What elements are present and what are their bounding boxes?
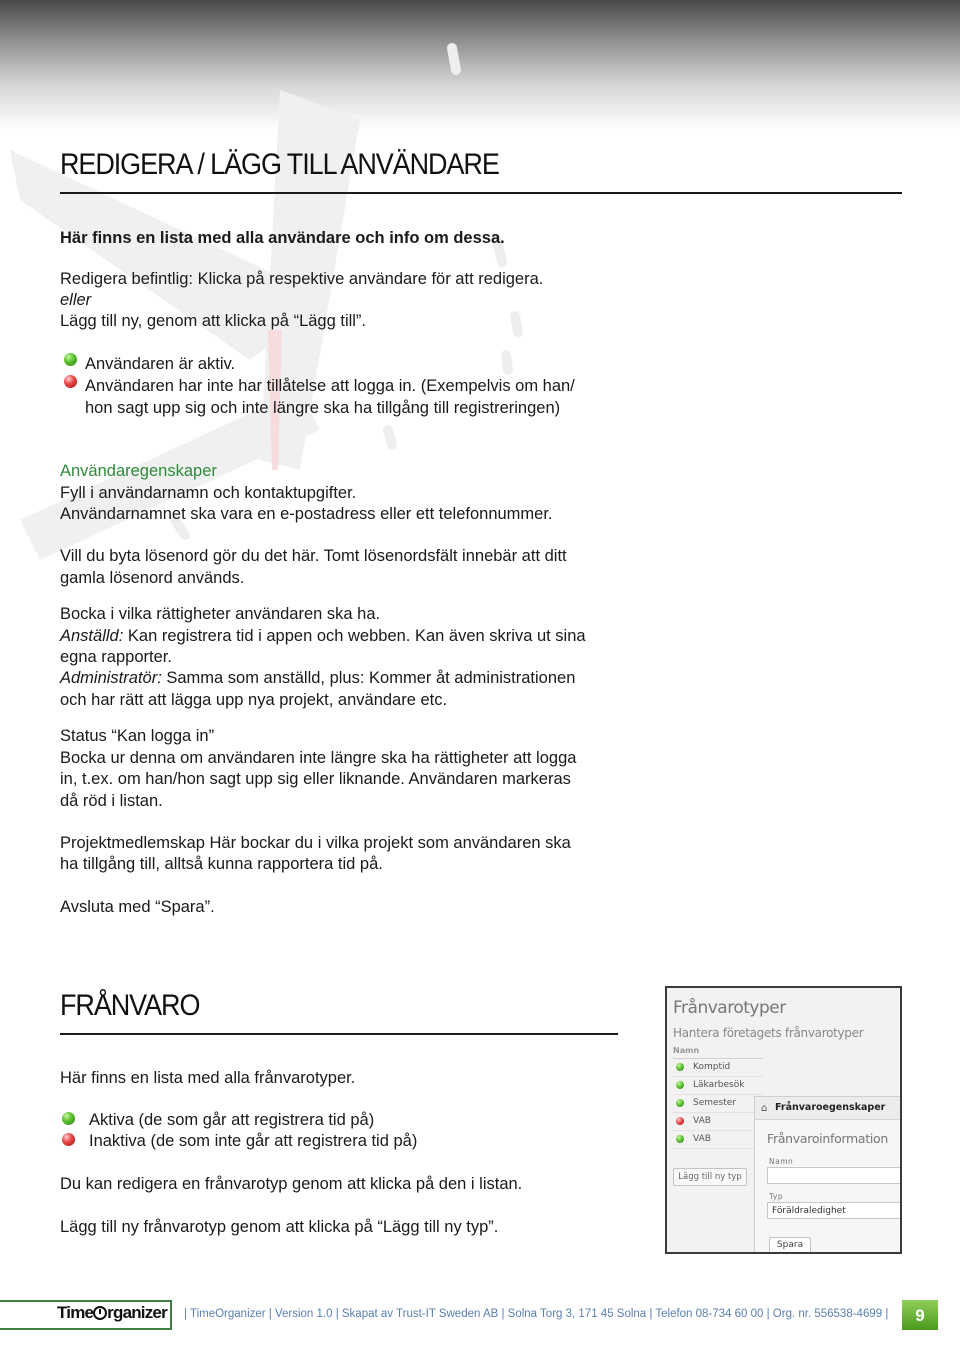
user-properties-heading: Användaregenskaper	[60, 462, 217, 480]
panel-header	[755, 1097, 902, 1120]
rights-admin	[60, 668, 575, 690]
status-inactive-text-1: Användaren har inte har tillåtelse att logga in. (Exempelvis om han/	[85, 377, 575, 395]
rights-employee	[60, 626, 586, 648]
absence-row-label: Komptid	[693, 1062, 731, 1072]
absence-inactive-text: Inaktiva (de som inte går att registrera tid på)	[89, 1132, 418, 1150]
absence-add-text: Lägg till ny frånvarotyp genom att klicka på “Lägg till ny typ”.	[60, 1218, 499, 1236]
absence-row[interactable]	[673, 1058, 763, 1077]
rights-employee-2: egna rapporter.	[60, 648, 172, 666]
clock-icon	[93, 1306, 107, 1320]
section-title-users: REDIGERA / LÄGG TILL ANVÄNDARE	[60, 148, 499, 181]
status-active-text: Användaren är aktiv.	[85, 355, 236, 373]
panel-subtitle: Frånvaroinformation	[767, 1131, 889, 1146]
project-membership-text-2: ha tillgång till, alltså kunna rapportera tid på.	[60, 855, 383, 873]
home-icon[interactable]: ⌂	[761, 1103, 768, 1114]
screenshot-subtitle: Hantera företagets frånvarotyper	[673, 1026, 864, 1040]
absence-active-text: Aktiva (de som går att registrera tid på)	[89, 1111, 375, 1129]
section-title-absence: FRÅNVARO	[60, 989, 200, 1022]
or-text: eller	[60, 291, 92, 309]
absence-active-icon	[62, 1112, 75, 1125]
active-status-icon	[676, 1063, 684, 1071]
timeorganizer-logo	[57, 1303, 167, 1323]
column-header-name: Namn	[673, 1044, 763, 1059]
absence-row-label: VAB	[693, 1134, 711, 1144]
name-field-label: Namn	[769, 1157, 794, 1166]
employee-description: Kan registrera tid i appen och webben. Kan även skriva ut sina	[123, 627, 586, 645]
footer-info: | TimeOrganizer | Version 1.0 | Skapat av Trust-IT Sweden AB | Solna Torg 3, 171 45 Solna | Telefon 08-734 60 00 | Org. nr. 556538-4699 |	[184, 1308, 889, 1320]
absence-edit-text: Du kan redigera en frånvarotyp genom att klicka på den i listan.	[60, 1175, 523, 1193]
name-input[interactable]	[767, 1167, 902, 1184]
project-membership-text-1: Projektmedlemskap Här bockar du i vilka projekt som användaren ska	[60, 834, 571, 852]
absence-intro: Här finns en lista med alla frånvarotyper.	[60, 1069, 356, 1087]
login-status-text-2: in, t.ex. om han/hon sagt upp sig eller liknande. Användaren markeras	[60, 770, 571, 788]
status-inactive-text-2: hon sagt upp sig och inte längre ska ha tillgång till registreringen)	[85, 399, 561, 417]
user-properties-text-2: Användarnamnet ska vara en e-postadress eller ett telefonnummer.	[60, 505, 553, 523]
absence-row-label: Läkarbesök	[693, 1080, 745, 1090]
active-status-icon	[676, 1081, 684, 1089]
panel-title: Frånvaroegenskaper	[775, 1102, 886, 1113]
admin-label: Administratör:	[60, 669, 162, 687]
page-number: 9	[902, 1300, 938, 1330]
absence-row-label: Semester	[693, 1098, 737, 1108]
inactive-status-icon	[676, 1117, 684, 1125]
login-status-text-1: Bocka ur denna om användaren inte längre ska ha rättigheter att logga	[60, 749, 577, 767]
add-new-type-button[interactable]: Lägg till ny typ	[673, 1168, 747, 1186]
user-properties-text-1: Fyll i användarnamn och kontaktupgifter.	[60, 484, 357, 502]
absence-inactive-icon	[62, 1133, 75, 1146]
login-status-heading: Status “Kan logga in”	[60, 727, 215, 745]
absence-row[interactable]	[673, 1094, 763, 1113]
add-instruction: Lägg till ny, genom att klicka på “Lägg till”.	[60, 312, 367, 330]
logo-time: Time	[57, 1303, 94, 1322]
absence-row-label: VAB	[693, 1116, 711, 1126]
active-status-icon	[676, 1135, 684, 1143]
login-status-text-3: då röd i listan.	[60, 792, 163, 810]
admin-description: Samma som anställd, plus: Kommer åt administrationen	[161, 669, 576, 687]
rights-admin-2: och har rätt att lägga upp nya projekt, användare etc.	[60, 691, 448, 709]
type-select[interactable]: Föräldraledighet	[767, 1202, 902, 1219]
active-status-icon	[64, 353, 77, 366]
inactive-status-icon	[64, 375, 77, 388]
absence-row[interactable]	[673, 1112, 763, 1131]
rights-text: Bocka i vilka rättigheter användaren ska ha.	[60, 605, 381, 623]
screenshot-title: Frånvarotyper	[673, 998, 786, 1018]
users-intro: Här finns en lista med alla användare och info om dessa.	[60, 229, 505, 247]
absence-properties-panel	[754, 1096, 902, 1254]
absence-row[interactable]	[673, 1130, 763, 1149]
absence-title-underline	[60, 1033, 618, 1035]
logo-rganizer: rganizer	[107, 1303, 167, 1322]
finish-instruction: Avsluta med “Spara”.	[60, 898, 215, 916]
save-button[interactable]: Spara	[769, 1237, 811, 1254]
edit-instruction: Redigera befintlig: Klicka på respektive användare för att redigera.	[60, 270, 544, 288]
type-field-label: Typ	[769, 1192, 784, 1201]
active-status-icon	[676, 1099, 684, 1107]
title-underline	[60, 192, 902, 194]
absence-row[interactable]	[673, 1076, 763, 1095]
absence-types-screenshot	[665, 986, 902, 1254]
password-text-1: Vill du byta lösenord gör du det här. Tomt lösenordsfält innebär att ditt	[60, 547, 567, 565]
password-text-2: gamla lösenord används.	[60, 569, 245, 587]
employee-label: Anställd:	[60, 627, 124, 645]
